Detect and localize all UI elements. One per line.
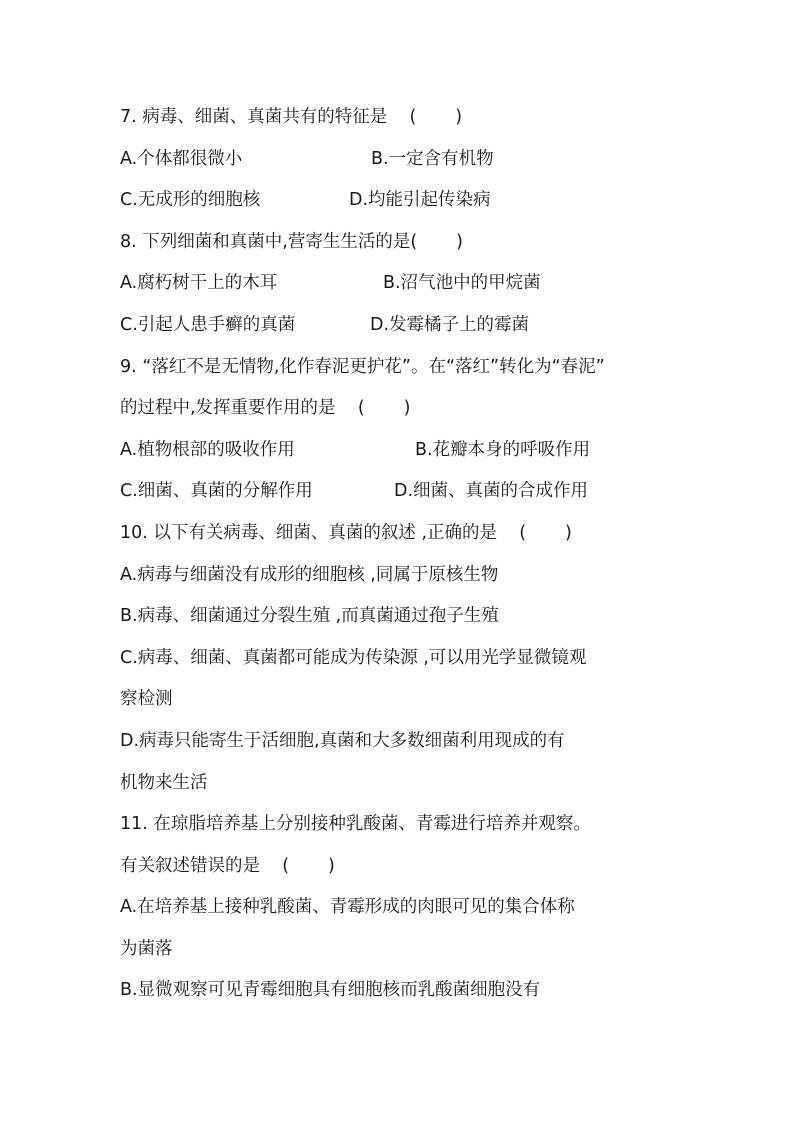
question-9-options-row-1	[120, 430, 700, 472]
question-9-options-row-2	[120, 471, 700, 513]
question-8-options-row-2	[120, 305, 700, 347]
question-11-option-b: B.显微观察可见青霉细胞具有细胞核而乳酸菌细胞没有	[120, 980, 541, 1001]
option-b: B.沼气池中的甲烷菌	[383, 273, 541, 294]
question-11-option-a-cont: 为菌落	[120, 938, 173, 959]
question-10-option-d: D.病毒只能寄生于活细胞,真菌和大多数细菌利用现成的有	[120, 730, 565, 751]
question-11-stem-line-2: 有关叙述错误的是 ( )	[120, 855, 335, 876]
question-10-stem: 10. 以下有关病毒、细菌、真菌的叙述 ,正确的是 ( )	[120, 522, 572, 543]
option-b: B.花瓣本身的呼吸作用	[415, 439, 591, 460]
question-9-stem-line-1: 9. “落红不是无情物,化作春泥更护花”。在“落红”转化为“春泥”	[120, 356, 605, 377]
option-d: D.发霉橘子上的霉菌	[370, 314, 530, 335]
option-c: C.细菌、真菌的分解作用	[120, 481, 313, 502]
question-8-options-row-1	[120, 263, 700, 305]
option-a: A.腐朽树干上的木耳	[120, 273, 278, 294]
question-10-option-d-cont: 机物来生活	[120, 772, 208, 793]
question-7-stem: 7. 病毒、细菌、真菌共有的特征是 ( )	[120, 107, 463, 127]
question-10-option-c: C.病毒、细菌、真菌都可能成为传染源 ,可以用光学显微镜观	[120, 647, 587, 668]
question-9-stem-line-2: 的过程中,发挥重要作用的是 ( )	[120, 398, 411, 419]
question-7-options-row-1	[120, 139, 700, 181]
option-b: B.一定含有机物	[371, 148, 494, 169]
question-10-option-a: A.病毒与细菌没有成形的细胞核 ,同属于原核生物	[120, 564, 499, 585]
question-11-option-a: A.在培养基上接种乳酸菌、青霉形成的肉眼可见的集合体称	[120, 897, 575, 918]
option-d: D.细菌、真菌的合成作用	[394, 481, 589, 502]
option-a: A.植物根部的吸收作用	[120, 439, 295, 460]
question-8-stem: 8. 下列细菌和真菌中,营寄生生活的是( )	[120, 231, 463, 252]
option-c: C.引起人患手癣的真菌	[120, 314, 296, 335]
option-d: D.均能引起传染病	[349, 190, 491, 211]
question-7-options-row-2	[120, 180, 700, 222]
document-page	[120, 97, 700, 1012]
question-10-option-b: B.病毒、细菌通过分裂生殖 ,而真菌通过孢子生殖	[120, 606, 499, 627]
option-a: A.个体都很微小	[120, 148, 243, 169]
question-10-option-c-cont: 察检测	[120, 689, 173, 710]
option-c: C.无成形的细胞核	[120, 190, 261, 211]
question-11-stem-line-1: 11. 在琼脂培养基上分别接种乳酸菌、青霉进行培养并观察。	[120, 814, 591, 835]
